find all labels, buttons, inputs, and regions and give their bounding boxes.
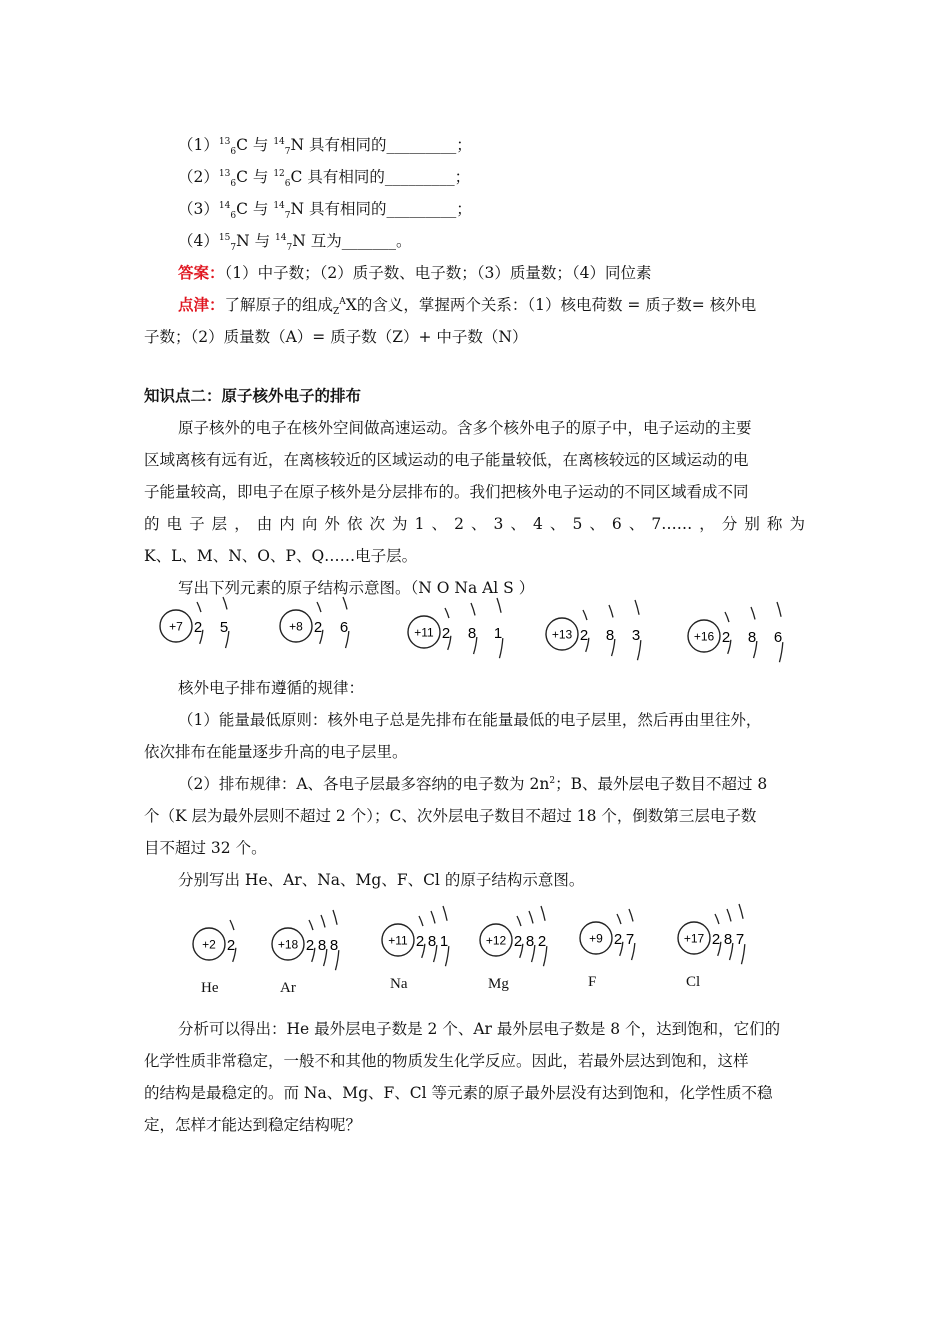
element-label: Na <box>390 976 408 992</box>
electron-shell-arc <box>333 910 339 978</box>
shell-electron-count: 1 <box>493 625 503 642</box>
shell-electron-count: 8 <box>427 933 437 950</box>
shell-electron-count: 8 <box>605 627 615 644</box>
shell-electron-count: 1 <box>439 933 449 950</box>
rule2-line: （2）排布规律：A、各电子层最多容纳的电子数为 $2n^2$；B、最外层电子数目不超过 8 <box>178 775 768 793</box>
electron-shell-arc <box>471 603 477 661</box>
nucleus-charge: +17 <box>683 931 705 946</box>
question-3: $(3)^{14}_6C$ 与 $^{14}_7$N 具有相同的_________； <box>178 200 472 222</box>
nucleus-charge: +18 <box>277 937 299 952</box>
nucleus-circle <box>546 618 578 650</box>
element-label: Ar <box>280 980 296 996</box>
nucleus-charge: +16 <box>693 629 715 644</box>
electron-shell-arc <box>497 598 503 666</box>
shell-electron-count: 2 <box>305 937 315 954</box>
para1-line: K、L、M、N、O、P、Q……电子层。 <box>144 547 418 565</box>
shell-electron-count: 2 <box>613 931 623 948</box>
electron-shell-arc <box>583 610 589 658</box>
electron-shell-arc <box>230 920 236 968</box>
electron-shell-arc <box>197 602 203 650</box>
shell-electron-count: 8 <box>329 937 339 954</box>
para2-line: 分析可以得出：He 最外层电子数是 2 个、Ar 最外层电子数是 8 个，达到饱和，它们的 <box>178 1020 781 1038</box>
electron-shell-arc <box>321 915 327 973</box>
note-label: 点津： <box>178 296 225 314</box>
nucleus-circle <box>382 924 414 956</box>
electron-shell-arc <box>445 608 451 656</box>
electron-shell-arc <box>629 909 635 967</box>
answer-line <box>178 262 651 284</box>
nucleus-circle <box>160 610 192 642</box>
nucleus-charge: +7 <box>169 619 183 634</box>
task1: 写出下列元素的原子结构示意图。（N O Na Al S ） <box>178 579 535 597</box>
nucleus-circle <box>480 924 512 956</box>
nucleus-circle <box>580 922 612 954</box>
nucleus-circle <box>688 620 720 652</box>
nucleus-circle <box>193 928 225 960</box>
electron-shell-arc <box>223 597 229 655</box>
nucleus-charge: +9 <box>589 931 603 946</box>
shell-electron-count: 5 <box>219 619 229 636</box>
para2-line: 定，怎样才能达到稳定结构呢？ <box>144 1116 362 1134</box>
shell-electron-count: 2 <box>579 627 589 644</box>
shell-electron-count: 8 <box>747 629 757 646</box>
electron-shell-arc <box>343 597 349 655</box>
electron-shell-arc <box>431 911 437 969</box>
nucleus-charge: +11 <box>388 933 408 948</box>
nucleus-charge: +12 <box>485 933 507 948</box>
answer-label: 答案： <box>178 264 225 282</box>
nucleus-charge: +2 <box>202 937 216 952</box>
shell-electron-count: 8 <box>525 933 535 950</box>
shell-electron-count: 6 <box>773 629 783 646</box>
nucleus-charge: +11 <box>414 625 434 640</box>
nucleus-circle <box>678 922 710 954</box>
note-line-2: 子数；（2）质量数（A）= 质子数（Z）+ 中子数（N） <box>144 328 528 346</box>
question-2: $(2)^{13}_6C$ 与 $^{12}_6$C 具有相同的_________； <box>178 168 471 190</box>
shell-electron-count: 2 <box>721 629 731 646</box>
electron-shell-arc <box>727 909 733 967</box>
shell-electron-count: 2 <box>711 931 721 948</box>
shell-electron-count: 8 <box>467 625 477 642</box>
rules-title: 核外电子排布遵循的规律： <box>178 679 365 697</box>
electron-shell-arc <box>517 916 523 964</box>
electron-shell-arc <box>529 911 535 969</box>
shell-electron-count: 2 <box>415 933 425 950</box>
nucleus-circle <box>280 610 312 642</box>
shell-electron-count: 7 <box>735 931 745 948</box>
nucleus-charge: +13 <box>551 627 573 642</box>
element-label: F <box>588 974 597 990</box>
shell-electron-count: 2 <box>313 619 323 636</box>
electron-shell-arc <box>715 914 721 962</box>
note-line-1: 点津：了解原子的组成$_Z^A$X的含义，掌握两个关系：（1）核电荷数 = 质子数= 核外电 <box>178 296 757 318</box>
electron-shell-arc <box>617 914 623 962</box>
question-1: $(1)^{13}_6C$ 与 $^{14}_7$N 具有相同的_________； <box>178 136 472 158</box>
para2-line: 化学性质非常稳定，一般不和其他的物质发生化学反应。因此，若最外层达到饱和，这样 <box>144 1052 749 1070</box>
element-label: Cl <box>686 974 701 990</box>
task2: 分别写出 He、Ar、Na、Mg、F、Cl 的原子结构示意图。 <box>178 871 585 889</box>
shell-electron-count: 3 <box>631 627 641 644</box>
electron-shell-arc <box>725 612 731 660</box>
nucleus-circle <box>408 616 440 648</box>
rule2-line: 个（K 层为最外层则不超过 2 个）；C、次外层电子数目不超过 18 个，倒数第三层电子数 <box>144 807 757 825</box>
electron-shell-arc <box>541 906 547 974</box>
rule2-line: 目不超过 32 个。 <box>144 839 267 857</box>
para1-line: 原子核外的电子在核外空间做高速运动。含多个核外电子的原子中，电子运动的主要 <box>178 419 752 437</box>
electron-shell-arc <box>739 904 745 972</box>
para1-line: 子能量较高，即电子在原子核外是分层排布的。我们把核外电子运动的不同区域看成不同 <box>144 483 749 501</box>
section-title: 知识点二：原子核外电子的排布 <box>144 387 362 405</box>
shell-electron-count: 2 <box>193 619 203 636</box>
electron-shell-arc <box>419 916 425 964</box>
nucleus-circle <box>272 928 304 960</box>
electron-shell-arc <box>777 602 783 670</box>
electron-shell-arc <box>309 920 315 968</box>
electron-shell-arc <box>751 607 757 665</box>
shell-electron-count: 2 <box>441 625 451 642</box>
shell-electron-count: 2 <box>537 933 547 950</box>
shell-electron-count: 6 <box>339 619 349 636</box>
shell-electron-count: 7 <box>625 931 635 948</box>
electron-shell-arc <box>609 605 615 663</box>
nucleus-charge: +8 <box>289 619 303 634</box>
electron-shell-arc <box>635 600 641 668</box>
shell-electron-count: 8 <box>317 937 327 954</box>
answer-text: （1）中子数；（2）质子数、电子数；（3）质量数；（4）同位素 <box>224 264 652 282</box>
element-label: Mg <box>488 976 509 992</box>
shell-electron-count: 8 <box>723 931 733 948</box>
shell-electron-count: 2 <box>513 933 523 950</box>
element-label: He <box>201 980 219 996</box>
electron-shell-arc <box>443 906 449 974</box>
rule1-line: （1）能量最低原则：核外电子总是先排布在能量最低的电子层里，然后再由里往外， <box>178 711 762 729</box>
para2-line: 的结构是最稳定的。而 Na、Mg、F、Cl 等元素的原子最外层没有达到饱和，化学性质不稳 <box>144 1084 773 1102</box>
para1-line: 区域离核有远有近，在离核较近的区域运动的电子能量较低，在离核较远的区域运动的电 <box>144 451 749 469</box>
para1-line: 的电子层，由内向外依次为1、2、3、4、5、6、7……，分别称为 <box>144 515 805 533</box>
rule1-line: 依次排布在能量逐步升高的电子层里。 <box>144 743 408 761</box>
question-4: $(4)^{15}_7N$ 与 $^{14}_7$N 互为_______。 <box>178 232 412 254</box>
shell-electron-count: 2 <box>226 937 236 954</box>
electron-shell-arc <box>317 602 323 650</box>
